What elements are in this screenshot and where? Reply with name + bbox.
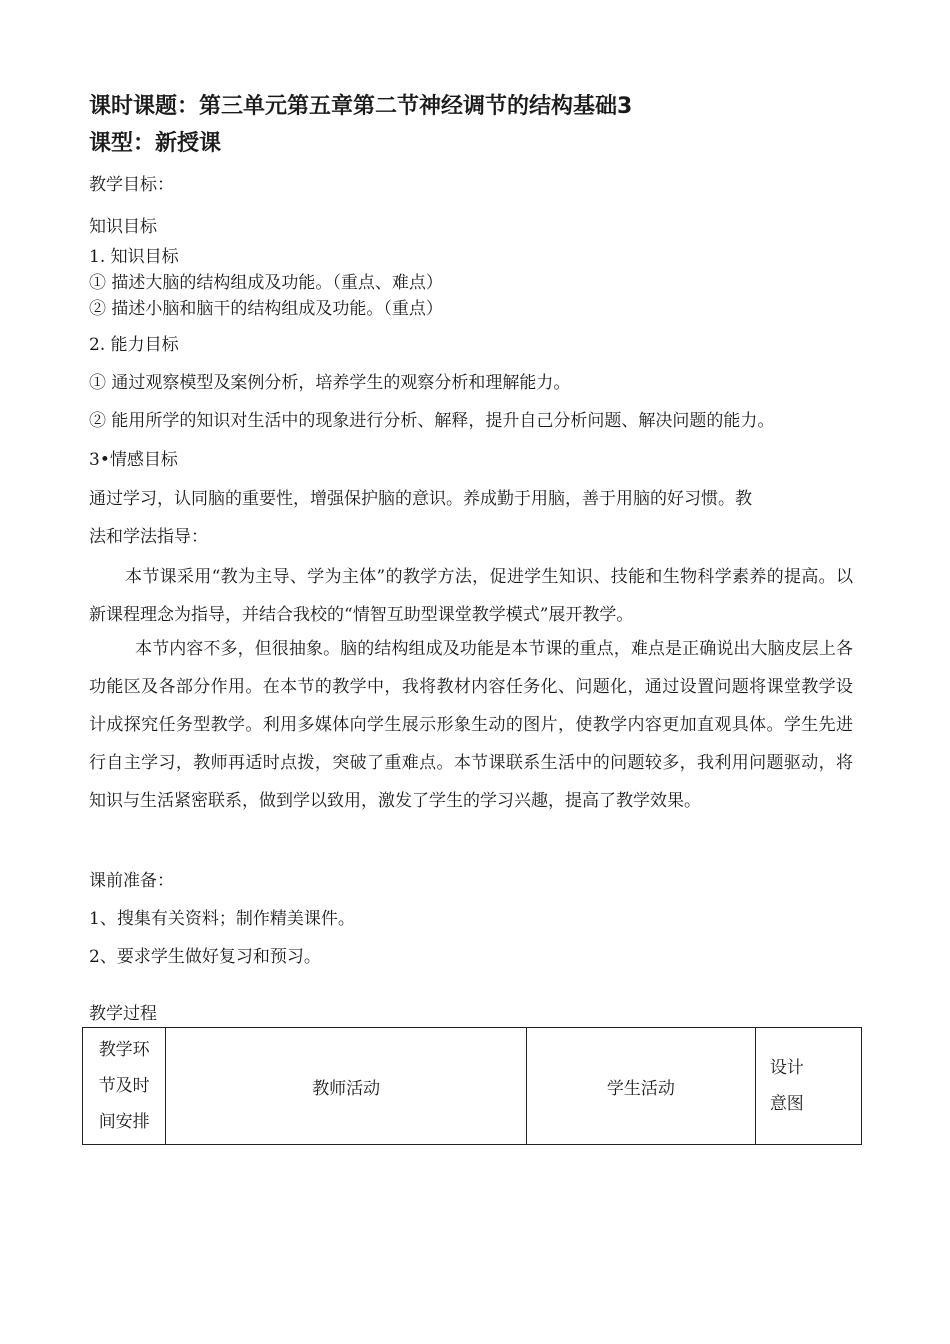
affect-heading: 3•情感目标 (89, 450, 178, 470)
knowledge-item: ① 描述大脑的结构组成及功能。（重点、难点） (89, 273, 443, 293)
table-cell-text: 节及时 (98, 1076, 150, 1096)
process-heading: 教学过程 (89, 1004, 157, 1024)
table-cell-text: 设计 (769, 1058, 804, 1078)
table-cell-schedule (83, 1028, 166, 1145)
table-cell-text: 意图 (769, 1094, 804, 1114)
ability-heading: 2. 能力目标 (89, 335, 179, 355)
knowledge-item: ② 描述小脑和脑干的结构组成及功能。（重点） (89, 299, 443, 319)
table-cell-text: 教学环 (98, 1040, 150, 1060)
lesson-type: 课型：新授课 (89, 131, 222, 156)
prep-item: 2、要求学生做好复习和预习。 (89, 947, 321, 967)
content-paragraph: 本节内容不多，但很抽象。脑的结构组成及功能是本节课的重点，难点是正确说出大脑皮层上各功能区及各部分作用。在本节的教学中，我将教材内容任务化、问题化，通过设置问题将课堂教学设计成探究任务型教学。利用多媒体向学生展示形象生动的图片，使教学内容更加直观具体。学生先进行自主学习，教师再适时点拨，突破了重难点。本节课联系生活中的问题较多，我利用问题驱动，将知识与生活紧密联系，做到学以致用，激发了学生的学习兴趣，提高了教学效果。 (89, 639, 853, 811)
method-heading: 法和学法指导： (89, 527, 208, 547)
knowledge-heading: 知识目标 (89, 217, 157, 237)
knowledge-subheading: 1. 知识目标 (89, 247, 179, 267)
process-table (82, 1027, 862, 1145)
table-cell-student: 学生活动 (526, 1028, 755, 1145)
table-cell-intent (755, 1028, 861, 1145)
ability-item: ① 通过观察模型及案例分析，培养学生的观察分析和理解能力。 (89, 373, 571, 393)
prep-heading: 课前准备： (89, 871, 174, 891)
table-row (83, 1028, 862, 1145)
table-cell-text: 间安排 (98, 1112, 150, 1132)
method-paragraph: 本节课采用“教为主导、学为主体”的教学方法，促进学生知识、技能和生物科学素养的提高。以新课程理念为指导，并结合我校的“情智互助型课堂教学模式”展开教学。 (89, 567, 853, 625)
ability-item: ② 能用所学的知识对生活中的现象进行分析、解释，提升自己分析问题、解决问题的能力。 (89, 411, 775, 431)
objectives-heading: 教学目标： (89, 175, 174, 195)
table-cell-teacher: 教师活动 (166, 1028, 527, 1145)
lesson-title: 课时课题：第三单元第五章第二节神经调节的结构基础3 (89, 94, 633, 119)
affect-text: 通过学习，认同脑的重要性，增强保护脑的意识。养成勤于用脑，善于用脑的好习惯。教 (89, 489, 752, 509)
prep-item: 1、搜集有关资料；制作精美课件。 (89, 909, 355, 929)
